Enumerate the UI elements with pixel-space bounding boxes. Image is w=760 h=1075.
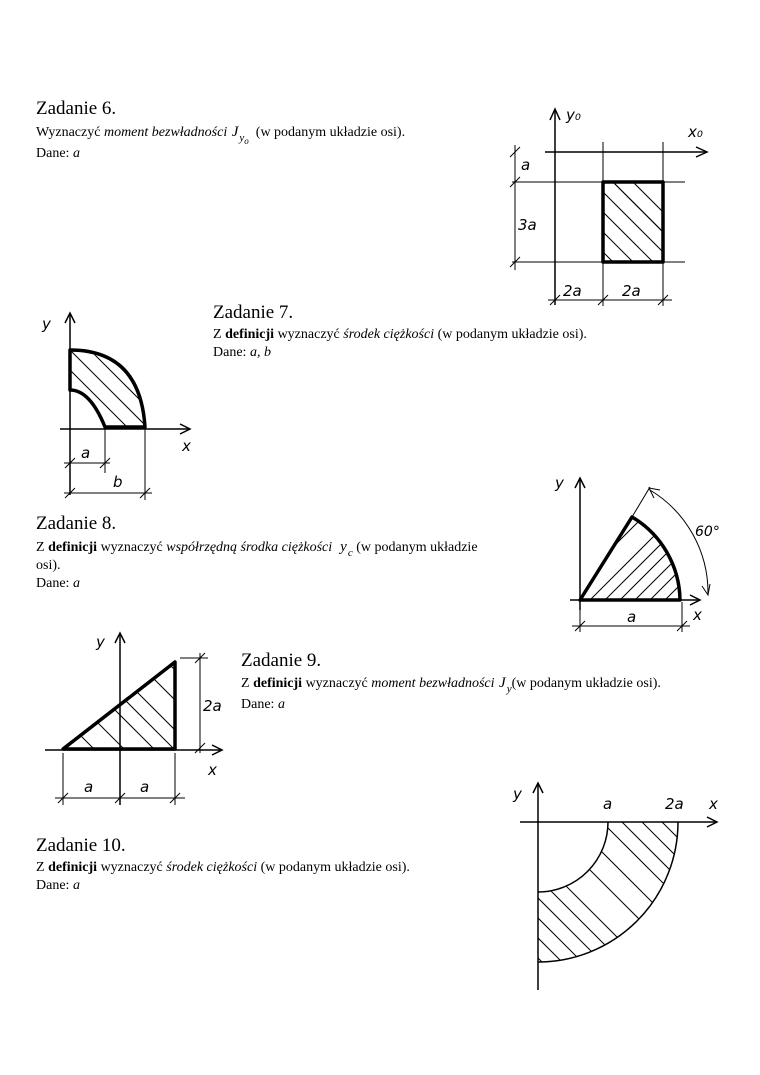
x-label: x [182, 437, 191, 455]
task-10 [36, 835, 496, 895]
task-6 [36, 98, 496, 163]
task-8-title: Zadanie 8. [36, 513, 117, 534]
y0-label: y₀ [566, 106, 581, 124]
tick-2a: 2a [665, 795, 684, 813]
y-label: y [96, 633, 105, 651]
dim-a-right: a [140, 778, 150, 796]
dim-a: a [81, 444, 91, 462]
dim-3a: 3a [518, 216, 537, 234]
symbol-J: J [499, 675, 506, 691]
figure-7 [30, 305, 205, 505]
symbol-y: y [340, 539, 347, 555]
symbol-J: J [231, 124, 239, 140]
x-label: x [208, 761, 217, 779]
task-9 [241, 650, 721, 714]
task-9-text: Z definicji wyznaczyć moment bezwładności $J_y(w$ podanym układzie osi). [241, 675, 661, 695]
task-7-given: Dane: a, b [213, 345, 271, 360]
x-label: x [693, 606, 702, 624]
y-label: y [42, 315, 51, 333]
task-10-title: Zadanie 10. [36, 835, 126, 856]
dim-b: b [113, 473, 123, 491]
inner-arc [538, 822, 608, 892]
figure-9 [40, 625, 240, 815]
outer-arc [538, 822, 678, 962]
x-label: x [709, 795, 718, 813]
task-9-title: Zadanie 9. [241, 650, 322, 671]
task-8-text: Z definicji wyznaczyć współrzędną środka ciężkości $y_c$ (w podanym układzie [36, 539, 478, 559]
y-label: y [513, 785, 522, 803]
task-7 [213, 302, 673, 362]
triangle-section [63, 662, 175, 749]
task-10-text: Z definicji wyznaczyć środek ciężkości (w podanym układzie osi). [36, 860, 410, 875]
dim-a: a [521, 156, 531, 174]
figure-8 [550, 470, 730, 640]
figure-6 [500, 100, 720, 315]
dim-2a: 2a [203, 697, 222, 715]
task-7-title: Zadanie 7. [213, 302, 294, 323]
task-6-text: Wyznaczyć moment bezwładności $J_{yo}$ (w podanym układzie osi). [36, 124, 406, 146]
figure-10 [505, 775, 735, 995]
task-10-given: Dane: a [36, 878, 80, 893]
angle-label: 60° [695, 524, 720, 540]
task-9-given: Dane: a [241, 697, 285, 712]
task-7-text: Z definicji wyznaczyć środek ciężkości (w podanym układzie osi). [213, 327, 587, 342]
tick-a: a [603, 795, 613, 813]
task-8-given: Dane: a [36, 576, 80, 591]
dim-a: a [627, 608, 637, 626]
dim-2a-right: 2a [622, 282, 641, 300]
hatching-triangle [70, 645, 220, 775]
x0-label: x₀ [688, 123, 703, 141]
task-8: Zadanie 8. Z definicji wyznaczyć współrzędną środka ciężkości $y_c$ (w podanym układzie osi). Dane: a [36, 513, 526, 593]
dim-2a-left: 2a [563, 282, 582, 300]
task-6-title: Zadanie 6. [36, 98, 117, 119]
y-label: y [555, 474, 564, 492]
dim-a-left: a [84, 778, 94, 796]
task-6-given: Dane: a [36, 146, 80, 161]
